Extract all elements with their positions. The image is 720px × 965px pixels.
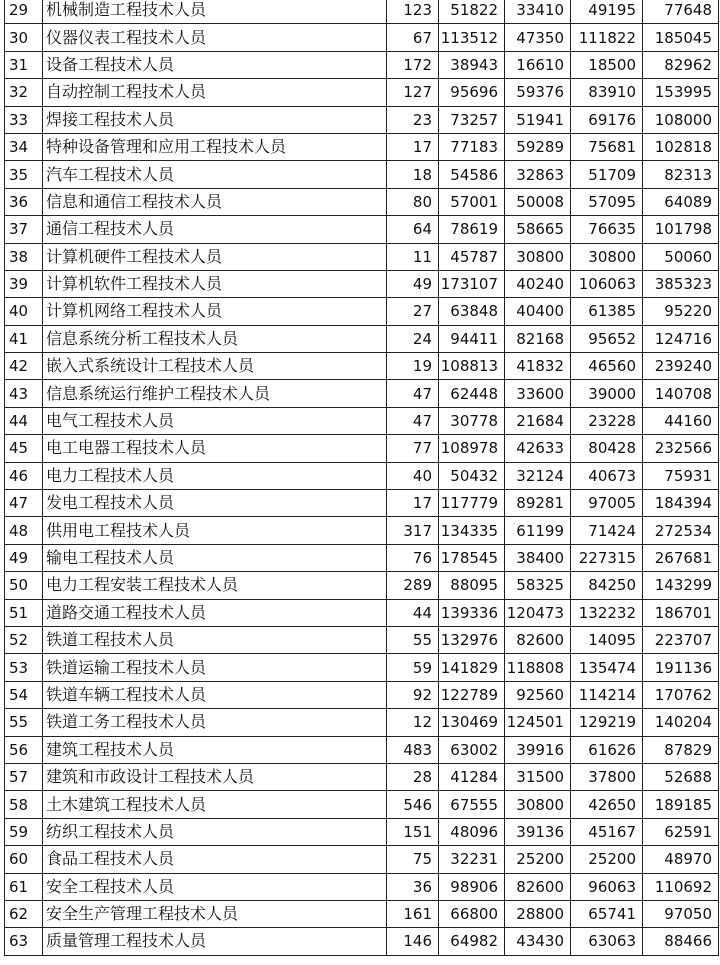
high-salary-cell: 62591 — [643, 818, 719, 845]
row-number-cell: 37 — [5, 216, 43, 243]
high-salary-cell: 75931 — [643, 462, 719, 489]
high-salary-cell: 185045 — [643, 24, 719, 51]
high-salary-cell: 140708 — [643, 380, 719, 407]
low-salary-cell: 28800 — [505, 900, 571, 927]
low-salary-cell: 59376 — [505, 79, 571, 106]
average-salary-cell: 122789 — [439, 681, 505, 708]
high-salary-cell: 232566 — [643, 435, 719, 462]
median-salary-cell: 46560 — [571, 353, 643, 380]
median-salary-cell: 61385 — [571, 298, 643, 325]
table-row — [5, 298, 719, 325]
low-salary-cell: 120473 — [505, 599, 571, 626]
high-salary-cell: 44160 — [643, 407, 719, 434]
sample-count-cell: 289 — [387, 572, 439, 599]
low-salary-cell: 89281 — [505, 490, 571, 517]
row-number-cell: 47 — [5, 490, 43, 517]
sample-count-cell: 36 — [387, 873, 439, 900]
occupation-name-cell: 纺织工程技术人员 — [43, 818, 387, 845]
occupation-name-cell: 食品工程技术人员 — [43, 846, 387, 873]
low-salary-cell: 124501 — [505, 709, 571, 736]
median-salary-cell: 132232 — [571, 599, 643, 626]
sample-count-cell: 47 — [387, 380, 439, 407]
median-salary-cell: 40673 — [571, 462, 643, 489]
median-salary-cell: 51709 — [571, 161, 643, 188]
high-salary-cell: 267681 — [643, 544, 719, 571]
table-row — [5, 928, 719, 955]
low-salary-cell: 82600 — [505, 626, 571, 653]
row-number-cell: 54 — [5, 681, 43, 708]
average-salary-cell: 51822 — [439, 0, 505, 24]
occupation-name-cell: 汽车工程技术人员 — [43, 161, 387, 188]
table-row — [5, 791, 719, 818]
table-row — [5, 133, 719, 160]
median-salary-cell: 111822 — [571, 24, 643, 51]
average-salary-cell: 62448 — [439, 380, 505, 407]
median-salary-cell: 71424 — [571, 517, 643, 544]
low-salary-cell: 21684 — [505, 407, 571, 434]
low-salary-cell: 50008 — [505, 188, 571, 215]
median-salary-cell: 61626 — [571, 736, 643, 763]
high-salary-cell: 95220 — [643, 298, 719, 325]
median-salary-cell: 75681 — [571, 133, 643, 160]
table-row — [5, 626, 719, 653]
table-row — [5, 654, 719, 681]
table-row — [5, 846, 719, 873]
sample-count-cell: 77 — [387, 435, 439, 462]
row-number-cell: 59 — [5, 818, 43, 845]
average-salary-cell: 45787 — [439, 243, 505, 270]
low-salary-cell: 43430 — [505, 928, 571, 955]
table-row — [5, 763, 719, 790]
average-salary-cell: 48096 — [439, 818, 505, 845]
high-salary-cell: 186701 — [643, 599, 719, 626]
occupation-name-cell: 安全生产管理工程技术人员 — [43, 900, 387, 927]
row-number-cell: 53 — [5, 654, 43, 681]
high-salary-cell: 108000 — [643, 106, 719, 133]
median-salary-cell: 30800 — [571, 243, 643, 270]
high-salary-cell: 239240 — [643, 353, 719, 380]
low-salary-cell: 31500 — [505, 763, 571, 790]
high-salary-cell: 170762 — [643, 681, 719, 708]
median-salary-cell: 96063 — [571, 873, 643, 900]
table-row — [5, 188, 719, 215]
high-salary-cell: 50060 — [643, 243, 719, 270]
table-row — [5, 243, 719, 270]
sample-count-cell: 18 — [387, 161, 439, 188]
sample-count-cell: 64 — [387, 216, 439, 243]
occupation-name-cell: 铁道车辆工程技术人员 — [43, 681, 387, 708]
average-salary-cell: 66800 — [439, 900, 505, 927]
average-salary-cell: 178545 — [439, 544, 505, 571]
sample-count-cell: 76 — [387, 544, 439, 571]
occupation-name-cell: 铁道工务工程技术人员 — [43, 709, 387, 736]
row-number-cell: 40 — [5, 298, 43, 325]
occupation-name-cell: 铁道运输工程技术人员 — [43, 654, 387, 681]
low-salary-cell: 30800 — [505, 791, 571, 818]
sample-count-cell: 92 — [387, 681, 439, 708]
table-row — [5, 736, 719, 763]
table-row — [5, 325, 719, 352]
low-salary-cell: 82168 — [505, 325, 571, 352]
median-salary-cell: 63063 — [571, 928, 643, 955]
average-salary-cell: 134335 — [439, 517, 505, 544]
average-salary-cell: 130469 — [439, 709, 505, 736]
median-salary-cell: 57095 — [571, 188, 643, 215]
row-number-cell: 49 — [5, 544, 43, 571]
row-number-cell: 32 — [5, 79, 43, 106]
average-salary-cell: 117779 — [439, 490, 505, 517]
low-salary-cell: 58665 — [505, 216, 571, 243]
average-salary-cell: 98906 — [439, 873, 505, 900]
median-salary-cell: 25200 — [571, 846, 643, 873]
median-salary-cell: 65741 — [571, 900, 643, 927]
median-salary-cell: 114214 — [571, 681, 643, 708]
occupation-name-cell: 信息系统分析工程技术人员 — [43, 325, 387, 352]
high-salary-cell: 82962 — [643, 51, 719, 78]
average-salary-cell: 63848 — [439, 298, 505, 325]
average-salary-cell: 57001 — [439, 188, 505, 215]
row-number-cell: 42 — [5, 353, 43, 380]
low-salary-cell: 58325 — [505, 572, 571, 599]
low-salary-cell: 32124 — [505, 462, 571, 489]
table-row — [5, 161, 719, 188]
sample-count-cell: 123 — [387, 0, 439, 24]
high-salary-cell: 101798 — [643, 216, 719, 243]
median-salary-cell: 37800 — [571, 763, 643, 790]
table-row — [5, 490, 719, 517]
high-salary-cell: 184394 — [643, 490, 719, 517]
average-salary-cell: 113512 — [439, 24, 505, 51]
median-salary-cell: 42650 — [571, 791, 643, 818]
low-salary-cell: 118808 — [505, 654, 571, 681]
high-salary-cell: 153995 — [643, 79, 719, 106]
high-salary-cell: 189185 — [643, 791, 719, 818]
sample-count-cell: 317 — [387, 517, 439, 544]
sample-count-cell: 49 — [387, 270, 439, 297]
sample-count-cell: 146 — [387, 928, 439, 955]
median-salary-cell: 76635 — [571, 216, 643, 243]
occupation-name-cell: 质量管理工程技术人员 — [43, 928, 387, 955]
sample-count-cell: 27 — [387, 298, 439, 325]
median-salary-cell: 14095 — [571, 626, 643, 653]
table-row — [5, 24, 719, 51]
occupation-name-cell: 电工电器工程技术人员 — [43, 435, 387, 462]
median-salary-cell: 83910 — [571, 79, 643, 106]
average-salary-cell: 108978 — [439, 435, 505, 462]
low-salary-cell: 30800 — [505, 243, 571, 270]
table-row — [5, 79, 719, 106]
sample-count-cell: 55 — [387, 626, 439, 653]
row-number-cell: 62 — [5, 900, 43, 927]
median-salary-cell: 49195 — [571, 0, 643, 24]
low-salary-cell: 33600 — [505, 380, 571, 407]
average-salary-cell: 41284 — [439, 763, 505, 790]
row-number-cell: 48 — [5, 517, 43, 544]
table-row — [5, 407, 719, 434]
occupation-name-cell: 特种设备管理和应用工程技术人员 — [43, 133, 387, 160]
low-salary-cell: 32863 — [505, 161, 571, 188]
occupation-name-cell: 信息和通信工程技术人员 — [43, 188, 387, 215]
sample-count-cell: 483 — [387, 736, 439, 763]
median-salary-cell: 18500 — [571, 51, 643, 78]
sample-count-cell: 17 — [387, 490, 439, 517]
salary-table — [4, 0, 719, 956]
average-salary-cell: 63002 — [439, 736, 505, 763]
table-row — [5, 353, 719, 380]
sample-count-cell: 151 — [387, 818, 439, 845]
row-number-cell: 57 — [5, 763, 43, 790]
high-salary-cell: 140204 — [643, 709, 719, 736]
high-salary-cell: 143299 — [643, 572, 719, 599]
row-number-cell: 29 — [5, 0, 43, 24]
high-salary-cell: 88466 — [643, 928, 719, 955]
table-row — [5, 216, 719, 243]
median-salary-cell: 69176 — [571, 106, 643, 133]
table-row — [5, 900, 719, 927]
high-salary-cell: 52688 — [643, 763, 719, 790]
high-salary-cell: 191136 — [643, 654, 719, 681]
row-number-cell: 46 — [5, 462, 43, 489]
occupation-name-cell: 机械制造工程技术人员 — [43, 0, 387, 24]
row-number-cell: 63 — [5, 928, 43, 955]
occupation-name-cell: 安全工程技术人员 — [43, 873, 387, 900]
occupation-name-cell: 电气工程技术人员 — [43, 407, 387, 434]
row-number-cell: 60 — [5, 846, 43, 873]
high-salary-cell: 102818 — [643, 133, 719, 160]
row-number-cell: 52 — [5, 626, 43, 653]
average-salary-cell: 173107 — [439, 270, 505, 297]
average-salary-cell: 132976 — [439, 626, 505, 653]
row-number-cell: 30 — [5, 24, 43, 51]
sample-count-cell: 47 — [387, 407, 439, 434]
high-salary-cell: 124716 — [643, 325, 719, 352]
occupation-name-cell: 输电工程技术人员 — [43, 544, 387, 571]
occupation-name-cell: 铁道工程技术人员 — [43, 626, 387, 653]
row-number-cell: 56 — [5, 736, 43, 763]
median-salary-cell: 84250 — [571, 572, 643, 599]
low-salary-cell: 25200 — [505, 846, 571, 873]
average-salary-cell: 139336 — [439, 599, 505, 626]
occupation-name-cell: 土木建筑工程技术人员 — [43, 791, 387, 818]
row-number-cell: 50 — [5, 572, 43, 599]
median-salary-cell: 45167 — [571, 818, 643, 845]
sample-count-cell: 12 — [387, 709, 439, 736]
low-salary-cell: 38400 — [505, 544, 571, 571]
occupation-name-cell: 建筑和市政设计工程技术人员 — [43, 763, 387, 790]
table-row — [5, 0, 719, 24]
row-number-cell: 41 — [5, 325, 43, 352]
occupation-name-cell: 自动控制工程技术人员 — [43, 79, 387, 106]
occupation-name-cell: 仪器仪表工程技术人员 — [43, 24, 387, 51]
low-salary-cell: 39136 — [505, 818, 571, 845]
average-salary-cell: 88095 — [439, 572, 505, 599]
table-row — [5, 544, 719, 571]
occupation-name-cell: 电力工程安装工程技术人员 — [43, 572, 387, 599]
row-number-cell: 31 — [5, 51, 43, 78]
row-number-cell: 58 — [5, 791, 43, 818]
table-row — [5, 873, 719, 900]
average-salary-cell: 32231 — [439, 846, 505, 873]
median-salary-cell: 129219 — [571, 709, 643, 736]
table-row — [5, 462, 719, 489]
average-salary-cell: 95696 — [439, 79, 505, 106]
table-row — [5, 681, 719, 708]
median-salary-cell: 23228 — [571, 407, 643, 434]
table-row — [5, 599, 719, 626]
high-salary-cell: 77648 — [643, 0, 719, 24]
low-salary-cell: 59289 — [505, 133, 571, 160]
high-salary-cell: 272534 — [643, 517, 719, 544]
average-salary-cell: 67555 — [439, 791, 505, 818]
occupation-name-cell: 发电工程技术人员 — [43, 490, 387, 517]
sample-count-cell: 44 — [387, 599, 439, 626]
high-salary-cell: 385323 — [643, 270, 719, 297]
high-salary-cell: 48970 — [643, 846, 719, 873]
median-salary-cell: 39000 — [571, 380, 643, 407]
table-row — [5, 818, 719, 845]
sample-count-cell: 546 — [387, 791, 439, 818]
low-salary-cell: 16610 — [505, 51, 571, 78]
median-salary-cell: 97005 — [571, 490, 643, 517]
occupation-name-cell: 建筑工程技术人员 — [43, 736, 387, 763]
sample-count-cell: 161 — [387, 900, 439, 927]
sample-count-cell: 127 — [387, 79, 439, 106]
low-salary-cell: 47350 — [505, 24, 571, 51]
row-number-cell: 35 — [5, 161, 43, 188]
occupation-name-cell: 电力工程技术人员 — [43, 462, 387, 489]
sample-count-cell: 28 — [387, 763, 439, 790]
median-salary-cell: 227315 — [571, 544, 643, 571]
sample-count-cell: 80 — [387, 188, 439, 215]
table-row — [5, 106, 719, 133]
low-salary-cell: 39916 — [505, 736, 571, 763]
average-salary-cell: 108813 — [439, 353, 505, 380]
row-number-cell: 36 — [5, 188, 43, 215]
low-salary-cell: 51941 — [505, 106, 571, 133]
occupation-name-cell: 计算机软件工程技术人员 — [43, 270, 387, 297]
average-salary-cell: 30778 — [439, 407, 505, 434]
average-salary-cell: 54586 — [439, 161, 505, 188]
median-salary-cell: 135474 — [571, 654, 643, 681]
low-salary-cell: 61199 — [505, 517, 571, 544]
high-salary-cell: 82313 — [643, 161, 719, 188]
sample-count-cell: 172 — [387, 51, 439, 78]
median-salary-cell: 80428 — [571, 435, 643, 462]
low-salary-cell: 40400 — [505, 298, 571, 325]
high-salary-cell: 87829 — [643, 736, 719, 763]
table-row — [5, 380, 719, 407]
row-number-cell: 51 — [5, 599, 43, 626]
average-salary-cell: 73257 — [439, 106, 505, 133]
average-salary-cell: 38943 — [439, 51, 505, 78]
sample-count-cell: 11 — [387, 243, 439, 270]
occupation-name-cell: 嵌入式系统设计工程技术人员 — [43, 353, 387, 380]
occupation-name-cell: 供用电工程技术人员 — [43, 517, 387, 544]
row-number-cell: 44 — [5, 407, 43, 434]
occupation-name-cell: 信息系统运行维护工程技术人员 — [43, 380, 387, 407]
row-number-cell: 61 — [5, 873, 43, 900]
median-salary-cell: 95652 — [571, 325, 643, 352]
table-row — [5, 270, 719, 297]
row-number-cell: 34 — [5, 133, 43, 160]
occupation-name-cell: 计算机网络工程技术人员 — [43, 298, 387, 325]
low-salary-cell: 41832 — [505, 353, 571, 380]
table-row — [5, 572, 719, 599]
sample-count-cell: 17 — [387, 133, 439, 160]
average-salary-cell: 78619 — [439, 216, 505, 243]
sample-count-cell: 40 — [387, 462, 439, 489]
row-number-cell: 43 — [5, 380, 43, 407]
sample-count-cell: 67 — [387, 24, 439, 51]
low-salary-cell: 40240 — [505, 270, 571, 297]
average-salary-cell: 94411 — [439, 325, 505, 352]
median-salary-cell: 106063 — [571, 270, 643, 297]
average-salary-cell: 141829 — [439, 654, 505, 681]
row-number-cell: 39 — [5, 270, 43, 297]
sample-count-cell: 24 — [387, 325, 439, 352]
average-salary-cell: 77183 — [439, 133, 505, 160]
high-salary-cell: 97050 — [643, 900, 719, 927]
table-row — [5, 517, 719, 544]
table-row — [5, 709, 719, 736]
high-salary-cell: 110692 — [643, 873, 719, 900]
sample-count-cell: 75 — [387, 846, 439, 873]
low-salary-cell: 82600 — [505, 873, 571, 900]
occupation-name-cell: 设备工程技术人员 — [43, 51, 387, 78]
occupation-name-cell: 计算机硬件工程技术人员 — [43, 243, 387, 270]
occupation-name-cell: 焊接工程技术人员 — [43, 106, 387, 133]
average-salary-cell: 64982 — [439, 928, 505, 955]
row-number-cell: 45 — [5, 435, 43, 462]
occupation-name-cell: 道路交通工程技术人员 — [43, 599, 387, 626]
high-salary-cell: 223707 — [643, 626, 719, 653]
low-salary-cell: 42633 — [505, 435, 571, 462]
occupation-name-cell: 通信工程技术人员 — [43, 216, 387, 243]
row-number-cell: 38 — [5, 243, 43, 270]
row-number-cell: 55 — [5, 709, 43, 736]
low-salary-cell: 33410 — [505, 0, 571, 24]
sample-count-cell: 19 — [387, 353, 439, 380]
table-row — [5, 435, 719, 462]
table-row — [5, 51, 719, 78]
sample-count-cell: 23 — [387, 106, 439, 133]
row-number-cell: 33 — [5, 106, 43, 133]
average-salary-cell: 50432 — [439, 462, 505, 489]
high-salary-cell: 64089 — [643, 188, 719, 215]
sample-count-cell: 59 — [387, 654, 439, 681]
low-salary-cell: 92560 — [505, 681, 571, 708]
